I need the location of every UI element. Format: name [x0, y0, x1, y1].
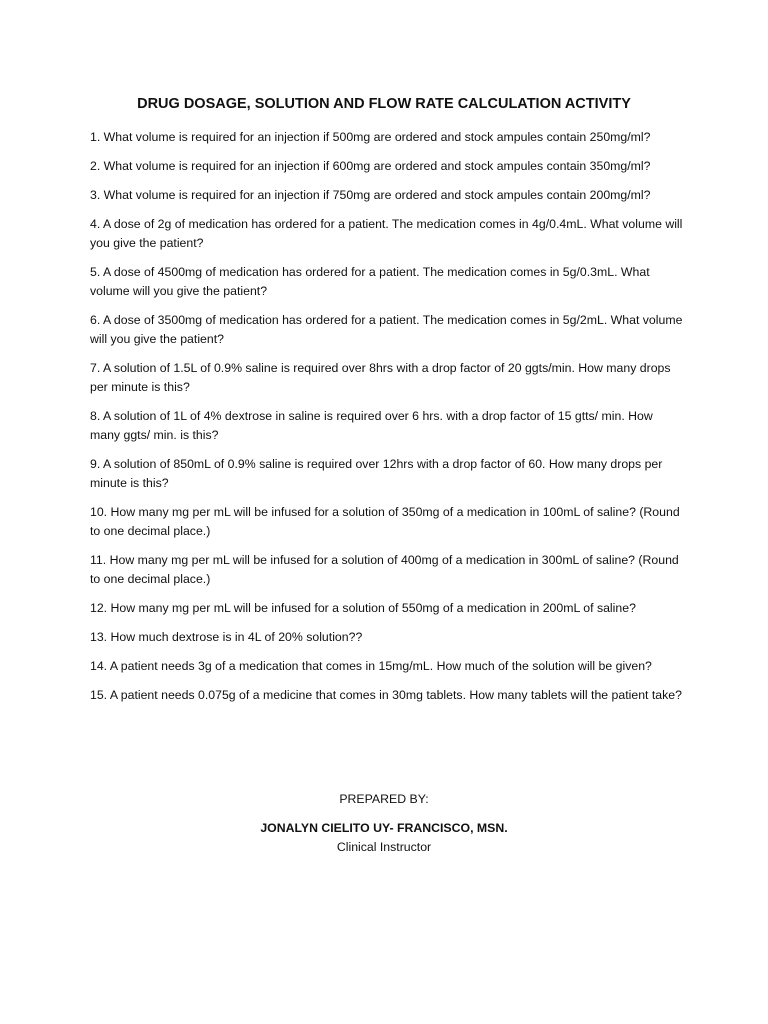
- question-item: 13. How much dextrose is in 4L of 20% solution??: [90, 630, 363, 644]
- document-title: DRUG DOSAGE, SOLUTION AND FLOW RATE CALCULATION ACTIVITY: [137, 96, 631, 112]
- question-item: 14. A patient needs 3g of a medication that comes in 15mg/mL. How much of the solution will be given?: [90, 659, 652, 673]
- author-name: JONALYN CIELITO UY- FRANCISCO, MSN.: [260, 821, 508, 835]
- question-item: 7. A solution of 1.5L of 0.9% saline is required over 8hrs with a drop factor of 20 ggts/min. How many drops per minute is this?: [90, 361, 671, 394]
- question-item: 9. A solution of 850mL of 0.9% saline is required over 12hrs with a drop factor of 60. How many drops per minute is this?: [90, 457, 663, 490]
- prepared-by-label: PREPARED BY:: [339, 792, 429, 806]
- question-item: 4. A dose of 2g of medication has ordered for a patient. The medication comes in 4g/0.4mL. What volume will you give the patient?: [90, 217, 683, 250]
- question-list: [90, 128, 685, 715]
- question-item: 3. What volume is required for an injection if 750mg are ordered and stock ampules contain 200mg/ml?: [90, 188, 651, 202]
- question-item: 5. A dose of 4500mg of medication has ordered for a patient. The medication comes in 5g/0.3mL. What volume will you give the patient?: [90, 265, 650, 298]
- author-role: Clinical Instructor: [336, 840, 432, 854]
- question-item: 8. A solution of 1L of 4% dextrose in saline is required over 6 hrs. with a drop factor of 15 gtts/ min. How many ggts/ min. is this?: [90, 409, 653, 442]
- question-item: 11. How many mg per mL will be infused for a solution of 400mg of a medication in 300mL of saline? (Round to one decimal place.): [90, 553, 679, 586]
- question-item: 1. What volume is required for an injection if 500mg are ordered and stock ampules contain 250mg/ml?: [90, 130, 651, 144]
- question-item: 15. A patient needs 0.075g of a medicine that comes in 30mg tablets. How many tablets will the patient take?: [90, 688, 682, 702]
- question-item: 10. How many mg per mL will be infused for a solution of 350mg of a medication in 100mL of saline? (Round to one decimal place.): [90, 505, 680, 538]
- question-item: 2. What volume is required for an injection if 600mg are ordered and stock ampules contain 350mg/ml?: [90, 159, 651, 173]
- question-item: 6. A dose of 3500mg of medication has ordered for a patient. The medication comes in 5g/2mL. What volume will you give the patient?: [90, 313, 683, 346]
- question-item: 12. How many mg per mL will be infused for a solution of 550mg of a medication in 200mL of saline?: [90, 601, 636, 615]
